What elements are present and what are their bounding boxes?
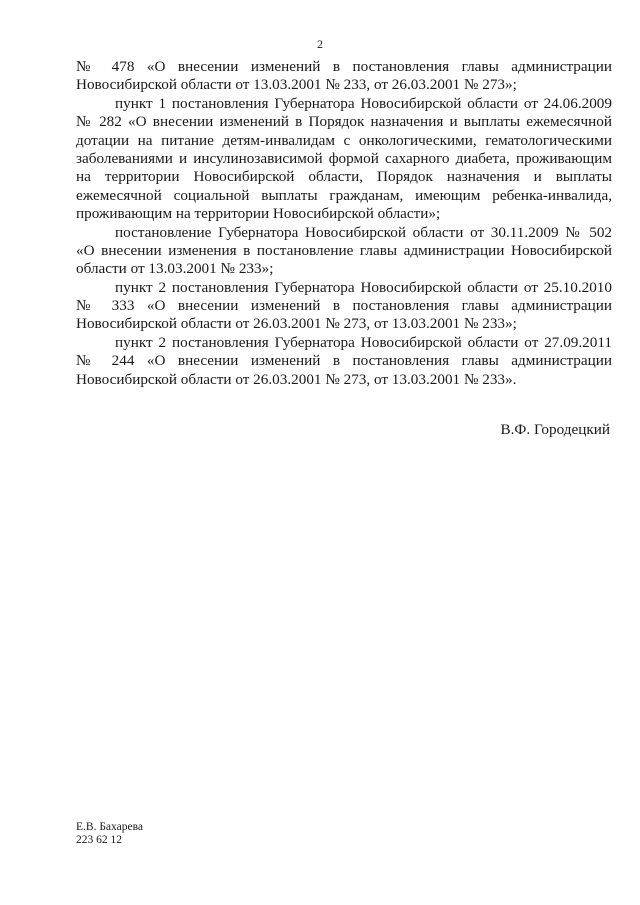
- paragraph-5: [76, 334, 612, 389]
- executor-phone: 223 62 12: [76, 834, 122, 846]
- paragraph-1: [76, 58, 612, 95]
- text-line: ежемесячной социальной выплаты гражданам, имеющим ребенка-инвалида,: [76, 186, 612, 204]
- text-line: «О внесении изменения в постановление главы администрации Новосибирской: [76, 241, 612, 259]
- text-line: области от 13.03.2001 № 233»;: [76, 260, 274, 278]
- text-line: № 478 «О внесении изменений в постановления главы администрации: [76, 58, 612, 75]
- text-line: на территории Новосибирской области, Порядок назначения и выплаты: [76, 168, 612, 186]
- paragraph-2: [76, 95, 612, 224]
- text-line: Новосибирской области от 26.03.2001 № 273, от 13.03.2001 № 233»;: [76, 315, 517, 333]
- text-line: пункт 2 постановления Губернатора Новосибирской области от 25.10.2010: [115, 278, 612, 296]
- signature-name: В.Ф. Городецкий: [500, 421, 610, 438]
- text-line: дотации на питание детям-инвалидам с онкологическими, гематологическими: [76, 131, 612, 149]
- text-line: Новосибирской области от 26.03.2001 № 273, от 13.03.2001 № 233».: [76, 370, 517, 388]
- paragraph-4: [76, 279, 612, 334]
- text-line: пункт 2 постановления Губернатора Новосибирской области от 27.09.2011: [115, 333, 612, 351]
- document-body: [76, 58, 612, 389]
- text-line: № 333 «О внесении изменений в постановления главы администрации: [76, 297, 612, 315]
- executor-name: Е.В. Бахарева: [76, 821, 143, 833]
- paragraph-3: [76, 224, 612, 279]
- text-line: проживающим на территории Новосибирской области»;: [76, 205, 441, 223]
- text-line: пункт 1 постановления Губернатора Новосибирской области от 24.06.2009: [115, 94, 612, 112]
- text-line: № 282 «О внесении изменений в Порядок назначения и выплаты ежемесячной: [76, 113, 612, 131]
- executor-block: [76, 821, 143, 847]
- text-line: постановление Губернатора Новосибирской области от 30.11.2009 № 502: [115, 223, 612, 241]
- text-line: Новосибирской области от 13.03.2001 № 233, от 26.03.2001 № 273»;: [76, 76, 517, 94]
- text-line: № 244 «О внесении изменений в постановления главы администрации: [76, 352, 612, 370]
- page-number: 2: [317, 37, 323, 51]
- text-line: заболеваниями и инсулинозависимой формой сахарного диабета, проживающим: [76, 149, 612, 167]
